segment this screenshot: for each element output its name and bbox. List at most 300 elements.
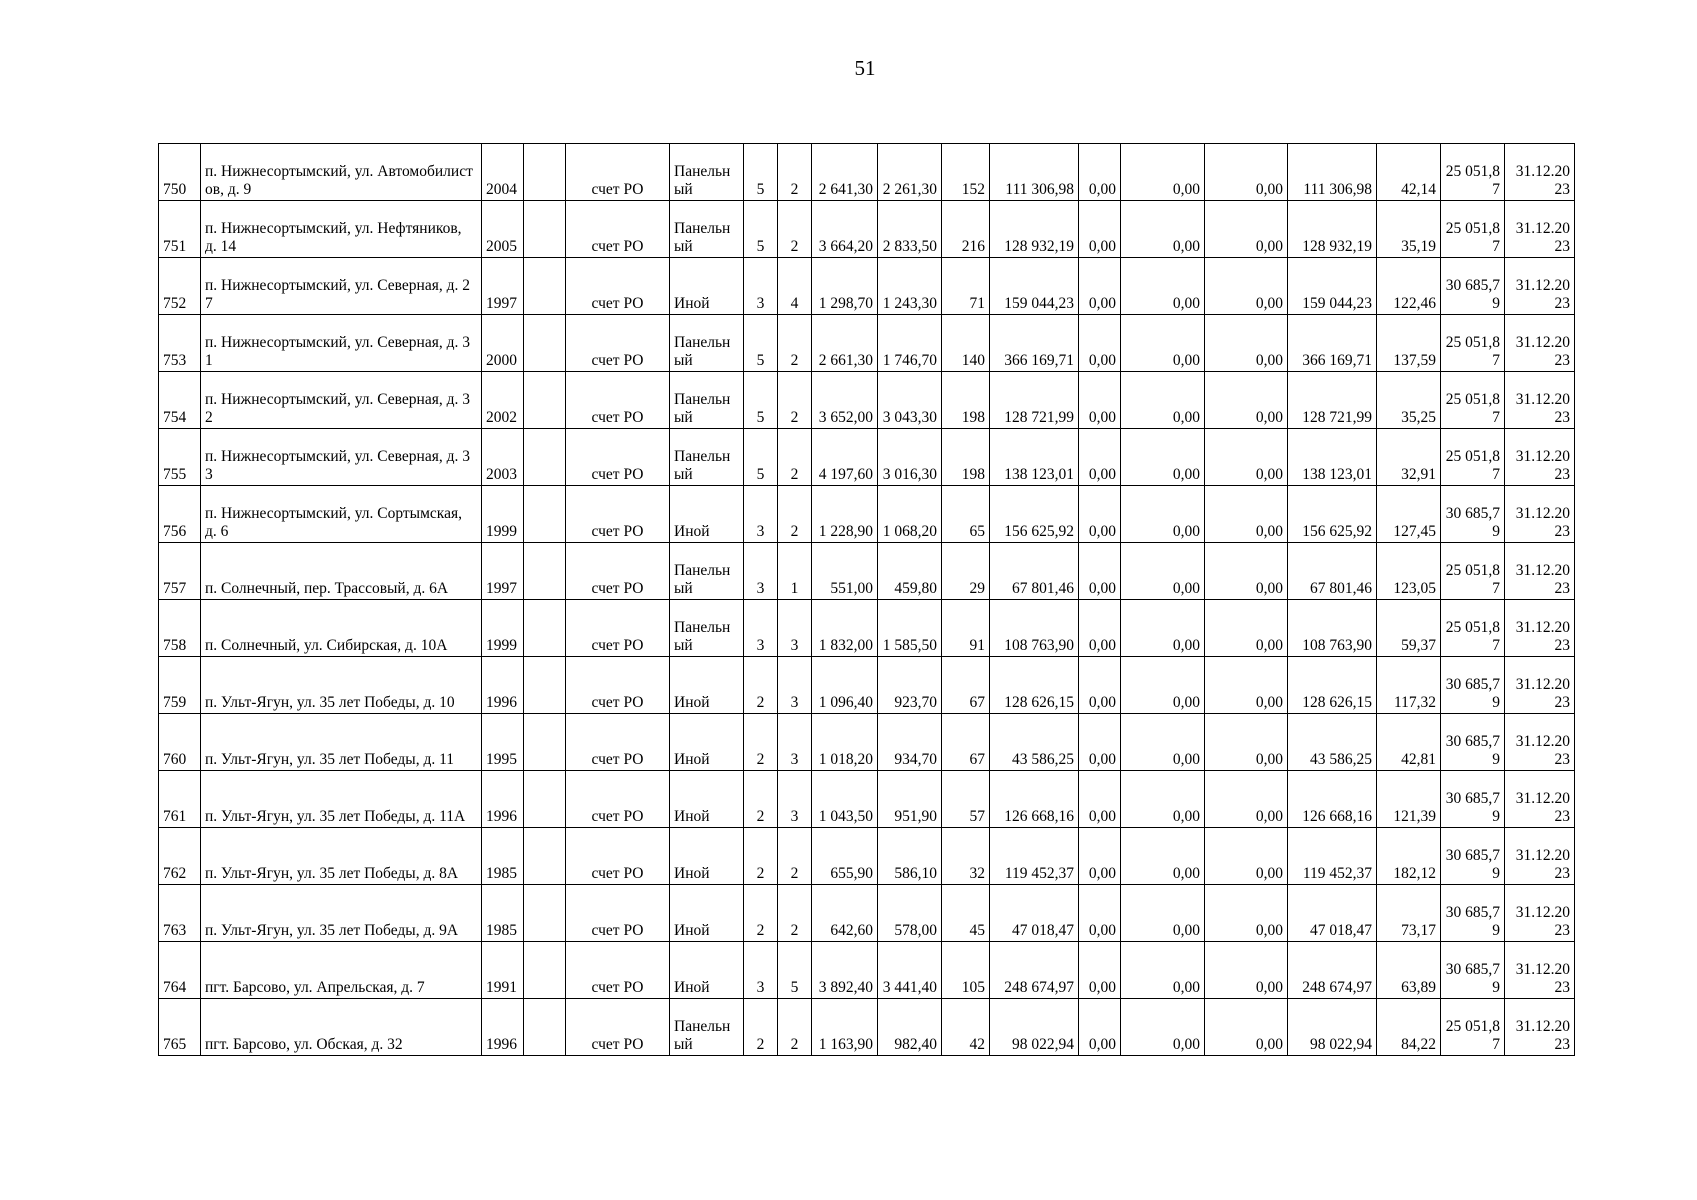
floors-cell: 3	[744, 258, 778, 315]
deadline-cell: 31.12.2023	[1505, 657, 1575, 714]
table-row	[159, 258, 1575, 315]
deadline-cell: 31.12.2023	[1505, 771, 1575, 828]
municipal-funds-cell: 0,00	[1205, 657, 1288, 714]
limit-cost-cell: 25 051,87	[1441, 543, 1505, 600]
residents-cell: 140	[942, 315, 990, 372]
entrances-cell: 2	[778, 315, 812, 372]
deadline-cell: 31.12.2023	[1505, 828, 1575, 885]
entrances-cell: 2	[778, 999, 812, 1056]
residents-cell: 152	[942, 144, 990, 201]
federal-funds-cell: 0,00	[1079, 714, 1121, 771]
row-number: 762	[159, 828, 201, 885]
living-area-cell: 923,70	[878, 657, 942, 714]
row-number: 765	[159, 999, 201, 1056]
floors-cell: 2	[744, 999, 778, 1056]
wall-material-cell: Иной	[670, 657, 744, 714]
living-area-cell: 3 043,30	[878, 372, 942, 429]
municipal-funds-cell: 0,00	[1205, 429, 1288, 486]
empty-cell	[524, 885, 566, 942]
total-cost-cell: 67 801,46	[990, 543, 1079, 600]
floors-cell: 3	[744, 486, 778, 543]
year-built-cell: 1999	[482, 600, 524, 657]
address-cell: п. Нижнесортымский, ул. Автомобилистов, д. 9	[201, 144, 482, 201]
empty-cell	[524, 657, 566, 714]
deadline-cell: 31.12.2023	[1505, 429, 1575, 486]
entrances-cell: 1	[778, 543, 812, 600]
deadline-cell: 31.12.2023	[1505, 600, 1575, 657]
table-row	[159, 771, 1575, 828]
row-number: 752	[159, 258, 201, 315]
owners-funds-cell: 128 932,19	[1288, 201, 1377, 258]
municipal-funds-cell: 0,00	[1205, 771, 1288, 828]
total-area-cell: 1 163,90	[812, 999, 878, 1056]
living-area-cell: 1 585,50	[878, 600, 942, 657]
year-built-cell: 1996	[482, 999, 524, 1056]
owners-funds-cell: 43 586,25	[1288, 714, 1377, 771]
total-cost-cell: 138 123,01	[990, 429, 1079, 486]
year-built-cell: 1996	[482, 771, 524, 828]
empty-cell	[524, 372, 566, 429]
federal-funds-cell: 0,00	[1079, 486, 1121, 543]
regional-funds-cell: 0,00	[1121, 999, 1205, 1056]
row-number: 750	[159, 144, 201, 201]
year-built-cell: 1997	[482, 543, 524, 600]
total-area-cell: 655,90	[812, 828, 878, 885]
account-cell: счет РО	[566, 144, 670, 201]
empty-cell	[524, 828, 566, 885]
account-cell: счет РО	[566, 828, 670, 885]
total-cost-cell: 128 626,15	[990, 657, 1079, 714]
total-cost-cell: 128 721,99	[990, 372, 1079, 429]
entrances-cell: 2	[778, 144, 812, 201]
regional-funds-cell: 0,00	[1121, 315, 1205, 372]
living-area-cell: 3 441,40	[878, 942, 942, 999]
municipal-funds-cell: 0,00	[1205, 486, 1288, 543]
table-row	[159, 942, 1575, 999]
deadline-cell: 31.12.2023	[1505, 315, 1575, 372]
empty-cell	[524, 315, 566, 372]
unit-cost-cell: 123,05	[1377, 543, 1441, 600]
empty-cell	[524, 201, 566, 258]
owners-funds-cell: 119 452,37	[1288, 828, 1377, 885]
account-cell: счет РО	[566, 942, 670, 999]
account-cell: счет РО	[566, 771, 670, 828]
account-cell: счет РО	[566, 885, 670, 942]
total-cost-cell: 248 674,97	[990, 942, 1079, 999]
limit-cost-cell: 30 685,79	[1441, 657, 1505, 714]
table-row	[159, 486, 1575, 543]
account-cell: счет РО	[566, 714, 670, 771]
regional-funds-cell: 0,00	[1121, 600, 1205, 657]
table-row	[159, 315, 1575, 372]
wall-material-cell: Панельный	[670, 315, 744, 372]
row-number: 759	[159, 657, 201, 714]
owners-funds-cell: 126 668,16	[1288, 771, 1377, 828]
municipal-funds-cell: 0,00	[1205, 600, 1288, 657]
table-row	[159, 600, 1575, 657]
row-number: 751	[159, 201, 201, 258]
federal-funds-cell: 0,00	[1079, 144, 1121, 201]
account-cell: счет РО	[566, 600, 670, 657]
municipal-funds-cell: 0,00	[1205, 372, 1288, 429]
federal-funds-cell: 0,00	[1079, 429, 1121, 486]
total-area-cell: 1 018,20	[812, 714, 878, 771]
regional-funds-cell: 0,00	[1121, 714, 1205, 771]
address-cell: п. Нижнесортымский, ул. Северная, д. 32	[201, 372, 482, 429]
regional-funds-cell: 0,00	[1121, 885, 1205, 942]
deadline-cell: 31.12.2023	[1505, 543, 1575, 600]
total-cost-cell: 43 586,25	[990, 714, 1079, 771]
residents-cell: 198	[942, 372, 990, 429]
address-cell: п. Ульт-Ягун, ул. 35 лет Победы, д. 10	[201, 657, 482, 714]
row-number: 753	[159, 315, 201, 372]
year-built-cell: 2002	[482, 372, 524, 429]
total-area-cell: 4 197,60	[812, 429, 878, 486]
address-cell: пгт. Барсово, ул. Апрельская, д. 7	[201, 942, 482, 999]
empty-cell	[524, 714, 566, 771]
regional-funds-cell: 0,00	[1121, 201, 1205, 258]
residents-cell: 91	[942, 600, 990, 657]
year-built-cell: 2000	[482, 315, 524, 372]
municipal-funds-cell: 0,00	[1205, 999, 1288, 1056]
table-row	[159, 828, 1575, 885]
entrances-cell: 2	[778, 828, 812, 885]
owners-funds-cell: 111 306,98	[1288, 144, 1377, 201]
address-cell: п. Ульт-Ягун, ул. 35 лет Победы, д. 11А	[201, 771, 482, 828]
address-cell: п. Нижнесортымский, ул. Северная, д. 33	[201, 429, 482, 486]
row-number: 758	[159, 600, 201, 657]
regional-funds-cell: 0,00	[1121, 828, 1205, 885]
floors-cell: 5	[744, 201, 778, 258]
floors-cell: 2	[744, 714, 778, 771]
empty-cell	[524, 600, 566, 657]
municipal-funds-cell: 0,00	[1205, 543, 1288, 600]
unit-cost-cell: 42,14	[1377, 144, 1441, 201]
floors-cell: 2	[744, 771, 778, 828]
total-cost-cell: 156 625,92	[990, 486, 1079, 543]
floors-cell: 3	[744, 600, 778, 657]
account-cell: счет РО	[566, 429, 670, 486]
entrances-cell: 2	[778, 372, 812, 429]
living-area-cell: 2 833,50	[878, 201, 942, 258]
limit-cost-cell: 25 051,87	[1441, 315, 1505, 372]
address-cell: п. Солнечный, ул. Сибирская, д. 10А	[201, 600, 482, 657]
unit-cost-cell: 117,32	[1377, 657, 1441, 714]
year-built-cell: 2004	[482, 144, 524, 201]
total-area-cell: 1 043,50	[812, 771, 878, 828]
year-built-cell: 2003	[482, 429, 524, 486]
residents-cell: 67	[942, 657, 990, 714]
floors-cell: 3	[744, 543, 778, 600]
deadline-cell: 31.12.2023	[1505, 885, 1575, 942]
total-cost-cell: 366 169,71	[990, 315, 1079, 372]
residents-cell: 57	[942, 771, 990, 828]
wall-material-cell: Иной	[670, 714, 744, 771]
table-row	[159, 714, 1575, 771]
residents-cell: 65	[942, 486, 990, 543]
address-cell: п. Нижнесортымский, ул. Нефтяников, д. 14	[201, 201, 482, 258]
unit-cost-cell: 127,45	[1377, 486, 1441, 543]
year-built-cell: 1985	[482, 885, 524, 942]
floors-cell: 5	[744, 144, 778, 201]
limit-cost-cell: 30 685,79	[1441, 885, 1505, 942]
deadline-cell: 31.12.2023	[1505, 999, 1575, 1056]
floors-cell: 5	[744, 372, 778, 429]
row-number: 761	[159, 771, 201, 828]
account-cell: счет РО	[566, 486, 670, 543]
account-cell: счет РО	[566, 657, 670, 714]
row-number: 755	[159, 429, 201, 486]
total-cost-cell: 111 306,98	[990, 144, 1079, 201]
account-cell: счет РО	[566, 999, 670, 1056]
total-cost-cell: 119 452,37	[990, 828, 1079, 885]
year-built-cell: 1999	[482, 486, 524, 543]
row-number: 756	[159, 486, 201, 543]
municipal-funds-cell: 0,00	[1205, 885, 1288, 942]
owners-funds-cell: 138 123,01	[1288, 429, 1377, 486]
entrances-cell: 5	[778, 942, 812, 999]
account-cell: счет РО	[566, 201, 670, 258]
living-area-cell: 459,80	[878, 543, 942, 600]
total-area-cell: 2 641,30	[812, 144, 878, 201]
entrances-cell: 4	[778, 258, 812, 315]
entrances-cell: 2	[778, 486, 812, 543]
total-area-cell: 551,00	[812, 543, 878, 600]
account-cell: счет РО	[566, 543, 670, 600]
regional-funds-cell: 0,00	[1121, 372, 1205, 429]
regional-funds-cell: 0,00	[1121, 486, 1205, 543]
unit-cost-cell: 32,91	[1377, 429, 1441, 486]
total-area-cell: 3 892,40	[812, 942, 878, 999]
living-area-cell: 934,70	[878, 714, 942, 771]
unit-cost-cell: 63,89	[1377, 942, 1441, 999]
residents-cell: 32	[942, 828, 990, 885]
municipal-funds-cell: 0,00	[1205, 714, 1288, 771]
floors-cell: 3	[744, 942, 778, 999]
deadline-cell: 31.12.2023	[1505, 201, 1575, 258]
regional-funds-cell: 0,00	[1121, 543, 1205, 600]
residents-cell: 216	[942, 201, 990, 258]
owners-funds-cell: 67 801,46	[1288, 543, 1377, 600]
empty-cell	[524, 144, 566, 201]
floors-cell: 2	[744, 828, 778, 885]
total-area-cell: 3 652,00	[812, 372, 878, 429]
year-built-cell: 1995	[482, 714, 524, 771]
entrances-cell: 3	[778, 657, 812, 714]
address-cell: п. Нижнесортымский, ул. Северная, д. 27	[201, 258, 482, 315]
table-row	[159, 144, 1575, 201]
unit-cost-cell: 121,39	[1377, 771, 1441, 828]
federal-funds-cell: 0,00	[1079, 258, 1121, 315]
owners-funds-cell: 98 022,94	[1288, 999, 1377, 1056]
empty-cell	[524, 771, 566, 828]
deadline-cell: 31.12.2023	[1505, 714, 1575, 771]
total-area-cell: 1 096,40	[812, 657, 878, 714]
year-built-cell: 1996	[482, 657, 524, 714]
federal-funds-cell: 0,00	[1079, 657, 1121, 714]
living-area-cell: 3 016,30	[878, 429, 942, 486]
federal-funds-cell: 0,00	[1079, 600, 1121, 657]
deadline-cell: 31.12.2023	[1505, 144, 1575, 201]
living-area-cell: 1 243,30	[878, 258, 942, 315]
residents-cell: 105	[942, 942, 990, 999]
row-number: 764	[159, 942, 201, 999]
limit-cost-cell: 30 685,79	[1441, 942, 1505, 999]
limit-cost-cell: 25 051,87	[1441, 600, 1505, 657]
floors-cell: 5	[744, 429, 778, 486]
residents-cell: 29	[942, 543, 990, 600]
row-number: 754	[159, 372, 201, 429]
total-area-cell: 1 298,70	[812, 258, 878, 315]
wall-material-cell: Иной	[670, 258, 744, 315]
floors-cell: 5	[744, 315, 778, 372]
floors-cell: 2	[744, 657, 778, 714]
year-built-cell: 1985	[482, 828, 524, 885]
municipal-funds-cell: 0,00	[1205, 258, 1288, 315]
empty-cell	[524, 999, 566, 1056]
row-number: 757	[159, 543, 201, 600]
wall-material-cell: Панельный	[670, 201, 744, 258]
empty-cell	[524, 258, 566, 315]
wall-material-cell: Панельный	[670, 372, 744, 429]
year-built-cell: 2005	[482, 201, 524, 258]
limit-cost-cell: 25 051,87	[1441, 201, 1505, 258]
deadline-cell: 31.12.2023	[1505, 942, 1575, 999]
account-cell: счет РО	[566, 315, 670, 372]
limit-cost-cell: 30 685,79	[1441, 258, 1505, 315]
limit-cost-cell: 25 051,87	[1441, 144, 1505, 201]
wall-material-cell: Иной	[670, 885, 744, 942]
unit-cost-cell: 35,25	[1377, 372, 1441, 429]
deadline-cell: 31.12.2023	[1505, 258, 1575, 315]
federal-funds-cell: 0,00	[1079, 315, 1121, 372]
limit-cost-cell: 30 685,79	[1441, 828, 1505, 885]
wall-material-cell: Иной	[670, 486, 744, 543]
owners-funds-cell: 156 625,92	[1288, 486, 1377, 543]
wall-material-cell: Панельный	[670, 144, 744, 201]
total-area-cell: 1 832,00	[812, 600, 878, 657]
wall-material-cell: Панельный	[670, 999, 744, 1056]
total-cost-cell: 126 668,16	[990, 771, 1079, 828]
residents-cell: 71	[942, 258, 990, 315]
wall-material-cell: Иной	[670, 771, 744, 828]
regional-funds-cell: 0,00	[1121, 657, 1205, 714]
municipal-funds-cell: 0,00	[1205, 144, 1288, 201]
limit-cost-cell: 25 051,87	[1441, 372, 1505, 429]
floors-cell: 2	[744, 885, 778, 942]
residents-cell: 45	[942, 885, 990, 942]
empty-cell	[524, 543, 566, 600]
regional-funds-cell: 0,00	[1121, 258, 1205, 315]
federal-funds-cell: 0,00	[1079, 372, 1121, 429]
unit-cost-cell: 35,19	[1377, 201, 1441, 258]
empty-cell	[524, 429, 566, 486]
municipal-funds-cell: 0,00	[1205, 315, 1288, 372]
account-cell: счет РО	[566, 372, 670, 429]
total-area-cell: 2 661,30	[812, 315, 878, 372]
total-area-cell: 642,60	[812, 885, 878, 942]
wall-material-cell: Панельный	[670, 543, 744, 600]
unit-cost-cell: 84,22	[1377, 999, 1441, 1056]
limit-cost-cell: 25 051,87	[1441, 999, 1505, 1056]
total-cost-cell: 128 932,19	[990, 201, 1079, 258]
living-area-cell: 1 068,20	[878, 486, 942, 543]
table-row	[159, 201, 1575, 258]
row-number: 763	[159, 885, 201, 942]
federal-funds-cell: 0,00	[1079, 828, 1121, 885]
account-cell: счет РО	[566, 258, 670, 315]
total-area-cell: 3 664,20	[812, 201, 878, 258]
municipal-funds-cell: 0,00	[1205, 942, 1288, 999]
living-area-cell: 951,90	[878, 771, 942, 828]
federal-funds-cell: 0,00	[1079, 543, 1121, 600]
empty-cell	[524, 942, 566, 999]
empty-cell	[524, 486, 566, 543]
owners-funds-cell: 159 044,23	[1288, 258, 1377, 315]
wall-material-cell: Панельный	[670, 600, 744, 657]
entrances-cell: 3	[778, 771, 812, 828]
owners-funds-cell: 366 169,71	[1288, 315, 1377, 372]
wall-material-cell: Иной	[670, 942, 744, 999]
table-row	[159, 429, 1575, 486]
address-cell: п. Нижнесортымский, ул. Сортымская, д. 6	[201, 486, 482, 543]
unit-cost-cell: 182,12	[1377, 828, 1441, 885]
address-cell: п. Нижнесортымский, ул. Северная, д. 31	[201, 315, 482, 372]
owners-funds-cell: 47 018,47	[1288, 885, 1377, 942]
living-area-cell: 2 261,30	[878, 144, 942, 201]
year-built-cell: 1997	[482, 258, 524, 315]
limit-cost-cell: 30 685,79	[1441, 771, 1505, 828]
entrances-cell: 3	[778, 714, 812, 771]
regional-funds-cell: 0,00	[1121, 942, 1205, 999]
federal-funds-cell: 0,00	[1079, 885, 1121, 942]
year-built-cell: 1991	[482, 942, 524, 999]
municipal-funds-cell: 0,00	[1205, 201, 1288, 258]
total-cost-cell: 108 763,90	[990, 600, 1079, 657]
entrances-cell: 3	[778, 600, 812, 657]
unit-cost-cell: 122,46	[1377, 258, 1441, 315]
table-row	[159, 372, 1575, 429]
entrances-cell: 2	[778, 429, 812, 486]
address-cell: пгт. Барсово, ул. Обская, д. 32	[201, 999, 482, 1056]
unit-cost-cell: 42,81	[1377, 714, 1441, 771]
table-row	[159, 999, 1575, 1056]
buildings-table	[158, 143, 1575, 1056]
federal-funds-cell: 0,00	[1079, 771, 1121, 828]
owners-funds-cell: 128 721,99	[1288, 372, 1377, 429]
row-number: 760	[159, 714, 201, 771]
living-area-cell: 982,40	[878, 999, 942, 1056]
total-cost-cell: 159 044,23	[990, 258, 1079, 315]
table-row	[159, 885, 1575, 942]
page-number: 51	[854, 56, 876, 80]
address-cell: п. Ульт-Ягун, ул. 35 лет Победы, д. 9А	[201, 885, 482, 942]
address-cell: п. Ульт-Ягун, ул. 35 лет Победы, д. 8А	[201, 828, 482, 885]
federal-funds-cell: 0,00	[1079, 999, 1121, 1056]
total-cost-cell: 98 022,94	[990, 999, 1079, 1056]
unit-cost-cell: 73,17	[1377, 885, 1441, 942]
wall-material-cell: Иной	[670, 828, 744, 885]
table-row	[159, 543, 1575, 600]
table-row	[159, 657, 1575, 714]
address-cell: п. Солнечный, пер. Трассовый, д. 6А	[201, 543, 482, 600]
unit-cost-cell: 137,59	[1377, 315, 1441, 372]
deadline-cell: 31.12.2023	[1505, 486, 1575, 543]
federal-funds-cell: 0,00	[1079, 942, 1121, 999]
regional-funds-cell: 0,00	[1121, 429, 1205, 486]
total-area-cell: 1 228,90	[812, 486, 878, 543]
entrances-cell: 2	[778, 201, 812, 258]
